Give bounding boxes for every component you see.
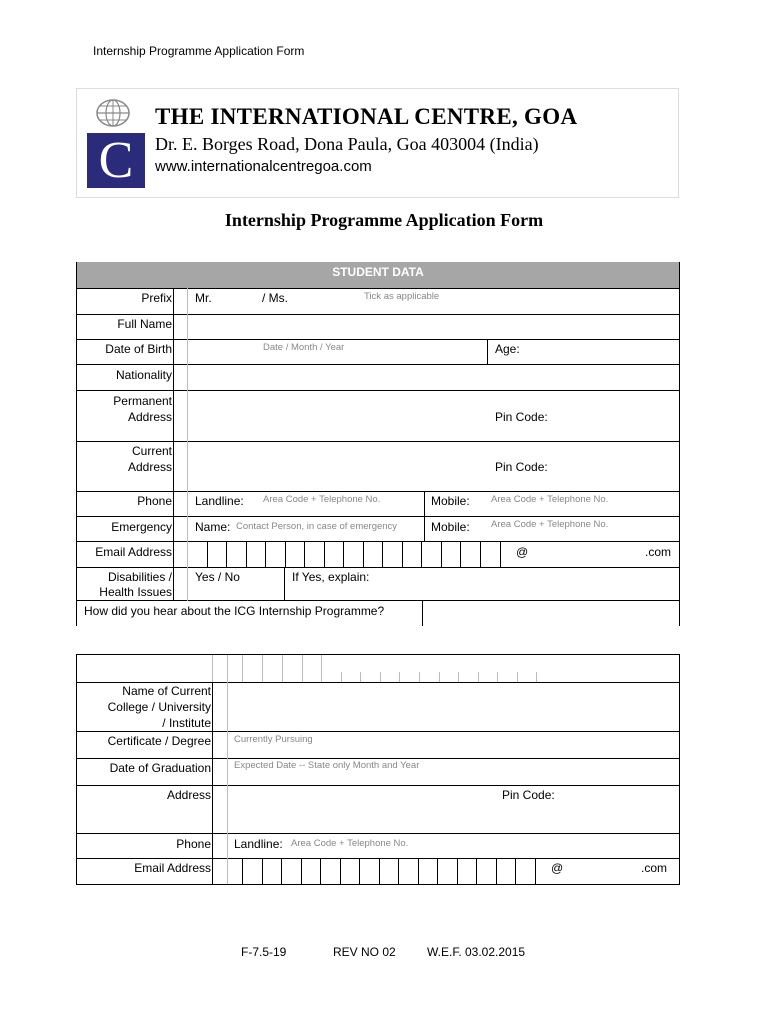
logo bbox=[87, 133, 145, 188]
disabilities-label-2: Health Issues bbox=[99, 585, 172, 599]
globe-icon bbox=[95, 98, 131, 128]
section-title-student: STUDENT DATA bbox=[76, 262, 680, 288]
college-pin-label: Pin Code: bbox=[502, 788, 555, 802]
college-email-label: Email Address bbox=[134, 861, 211, 875]
college-name-label-3: / Institute bbox=[162, 716, 211, 730]
permanent-pin-label: Pin Code: bbox=[495, 410, 548, 424]
mobile-hint: Area Code + Telephone No. bbox=[491, 494, 609, 505]
college-landline-hint: Area Code + Telephone No. bbox=[291, 838, 409, 849]
current-address-label-2: Address bbox=[127, 460, 172, 474]
certificate-hint: Currently Pursuing bbox=[234, 734, 313, 745]
college-name-label-1: Name of Current bbox=[122, 684, 211, 698]
footer-rev: REV NO 02 bbox=[333, 945, 396, 959]
explain-label: If Yes, explain: bbox=[292, 570, 370, 584]
dob-label: Date of Birth bbox=[105, 342, 172, 356]
prefix-hint: Tick as applicable bbox=[364, 291, 440, 302]
landline-label: Landline: bbox=[195, 494, 244, 508]
fullname-field[interactable] bbox=[188, 315, 679, 339]
college-phone-label: Phone bbox=[176, 837, 211, 851]
logo-letter: C bbox=[98, 132, 134, 189]
emergency-label: Emergency bbox=[111, 520, 172, 534]
form-title: Internship Programme Application Form bbox=[224, 210, 544, 230]
graduation-hint: Expected Date -- State only Month and Year bbox=[234, 760, 420, 771]
certificate-label: Certificate / Degree bbox=[107, 734, 211, 748]
prefix-ms-option[interactable]: / Ms. bbox=[262, 291, 288, 305]
prefix-label: Prefix bbox=[141, 291, 172, 305]
college-email-dotcom: .com bbox=[641, 861, 668, 875]
permanent-address-label-1: Permanent bbox=[113, 394, 172, 408]
current-address-label-1: Current bbox=[131, 444, 172, 458]
emergency-name-label: Name: bbox=[195, 520, 231, 534]
mobile-label: Mobile: bbox=[431, 494, 470, 508]
landline-hint: Area Code + Telephone No. bbox=[263, 494, 381, 505]
yes-no-option[interactable]: Yes / No bbox=[195, 570, 240, 584]
email-at: @ bbox=[516, 545, 529, 559]
org-address: Dr. E. Borges Road, Dona Paula, Goa 403004 (India) bbox=[155, 134, 539, 154]
permanent-address-label-2: Address bbox=[127, 410, 172, 424]
footer-wef: W.E.F. 03.02.2015 bbox=[427, 945, 526, 959]
email-label: Email Address bbox=[95, 545, 172, 559]
college-name-label-2: College / University bbox=[107, 700, 211, 714]
email-dotcom: .com bbox=[645, 545, 672, 559]
graduation-label: Date of Graduation bbox=[109, 761, 211, 775]
emergency-name-hint: Contact Person, in case of emergency bbox=[236, 521, 398, 532]
college-email-at: @ bbox=[551, 861, 564, 875]
running-header: Internship Programme Application Form bbox=[93, 44, 305, 58]
age-label: Age: bbox=[495, 342, 520, 356]
college-name-field[interactable] bbox=[228, 683, 679, 731]
fullname-label: Full Name bbox=[117, 317, 172, 331]
emergency-mobile-hint: Area Code + Telephone No. bbox=[491, 519, 609, 530]
prefix-mr-option[interactable]: Mr. bbox=[195, 291, 212, 305]
emergency-mobile-label: Mobile: bbox=[431, 520, 470, 534]
college-address-label: Address bbox=[166, 788, 211, 802]
org-name: THE INTERNATIONAL CENTRE, GOA bbox=[155, 104, 578, 129]
nationality-label: Nationality bbox=[115, 368, 172, 382]
phone-label: Phone bbox=[137, 494, 172, 508]
disabilities-label-1: Disabilities / bbox=[107, 570, 172, 584]
hear-question: How did you hear about the ICG Internship Programme? bbox=[84, 604, 385, 618]
nationality-field[interactable] bbox=[188, 365, 679, 390]
footer-form-no: F-7.5-19 bbox=[241, 945, 287, 959]
org-website: www.internationalcentregoa.com bbox=[155, 158, 372, 175]
college-landline-label: Landline: bbox=[234, 837, 283, 851]
current-pin-label: Pin Code: bbox=[495, 460, 548, 474]
dob-hint: Date / Month / Year bbox=[263, 342, 345, 353]
